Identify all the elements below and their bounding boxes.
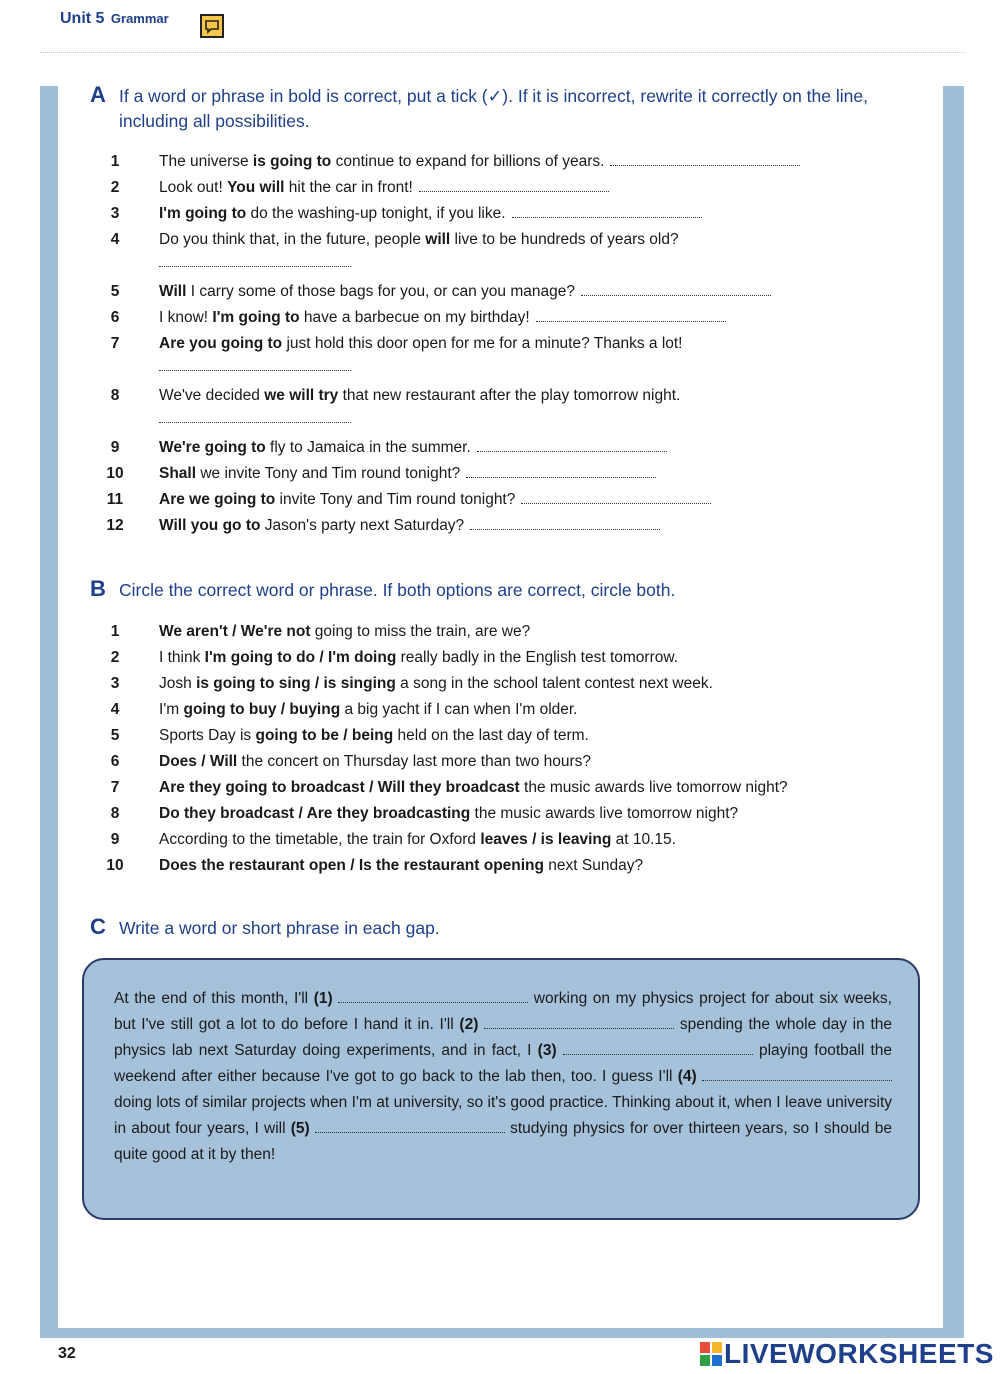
- item-number: 11: [106, 491, 124, 508]
- paragraph-text: doing lots of similar projects when I'm at university, so it's good practice. Thinking about it, when I leave university in about four years, I will: [114, 1094, 892, 1137]
- item-sentence: [159, 723, 589, 749]
- liveworksheets-logo-icon: [700, 1342, 722, 1366]
- item-text-after: the music awards live tomorrow night?: [519, 779, 788, 796]
- item-bold-phrase: Are we going to: [159, 491, 276, 508]
- item-text-before: Look out!: [159, 179, 228, 196]
- item-number: 10: [106, 465, 124, 482]
- item-sentence: [159, 513, 660, 539]
- item-number: 12: [106, 517, 124, 534]
- gap-fill-box: [82, 958, 920, 1220]
- gap-number: (2): [459, 1016, 479, 1033]
- item-number: 7: [110, 335, 120, 352]
- section-c-letter: C: [90, 914, 106, 939]
- answer-line[interactable]: [419, 177, 609, 192]
- item-text-after: that new restaurant after the play tomorrow night.: [338, 387, 681, 404]
- exercise-item: [100, 305, 920, 331]
- item-sentence: [159, 487, 711, 513]
- exercise-item: [100, 645, 920, 671]
- item-number: 5: [110, 283, 120, 300]
- exercise-item: [100, 513, 920, 539]
- exercise-item: [100, 331, 920, 383]
- item-sentence: [159, 149, 800, 175]
- item-text-after: next Sunday?: [544, 857, 644, 874]
- item-bold-phrase: Shall: [159, 465, 197, 482]
- paragraph-text: playing football the weekend after either because I've got to go back to the lab then, too. I guess I'll: [114, 1042, 892, 1085]
- item-sentence: [159, 775, 788, 801]
- answer-line[interactable]: [536, 307, 726, 322]
- section-label: Grammar: [110, 11, 169, 26]
- item-number: 3: [110, 205, 120, 222]
- item-sentence: [159, 305, 726, 331]
- item-bold-phrase: Will you go to: [159, 517, 261, 534]
- answer-line[interactable]: [159, 422, 351, 423]
- answer-line[interactable]: [512, 203, 702, 218]
- item-bold-phrase[interactable]: Are they going to broadcast / Will they broadcast: [159, 779, 520, 796]
- answer-line[interactable]: [466, 463, 656, 478]
- exercise-item: [100, 619, 920, 645]
- exercise-item: [100, 383, 920, 435]
- gap-answer-line[interactable]: [484, 1014, 674, 1029]
- item-sentence: [159, 853, 643, 879]
- item-bold-phrase: You will: [227, 179, 285, 196]
- exercise-item: [100, 149, 920, 175]
- item-number: 9: [110, 439, 120, 456]
- exercise-item: [100, 435, 920, 461]
- item-text-after: a big yacht if I can when I'm older.: [340, 701, 578, 718]
- answer-line[interactable]: [159, 266, 351, 267]
- item-bold-phrase[interactable]: going to be / being: [255, 727, 394, 744]
- item-text-after: a song in the school talent contest next week.: [395, 675, 713, 692]
- item-text-after: the music awards live tomorrow night?: [470, 805, 739, 822]
- answer-line[interactable]: [159, 370, 351, 371]
- section-b-letter: B: [90, 576, 106, 601]
- exercise-item: [100, 175, 920, 201]
- exercise-item: [100, 723, 920, 749]
- item-bold-phrase: I'm going to: [159, 205, 247, 222]
- exercise-item: [100, 697, 920, 723]
- item-text-after: I carry some of those bags for you, or can you manage?: [186, 283, 575, 300]
- unit-heading: [60, 10, 169, 28]
- section-c-instruction: Write a word or short phrase in each gap.: [119, 918, 440, 938]
- item-text-after: invite Tony and Tim round tonight?: [275, 491, 516, 508]
- item-sentence: [159, 383, 680, 409]
- unit-label: Unit 5: [60, 10, 105, 27]
- item-bold-phrase: Are you going to: [159, 335, 283, 352]
- paragraph-text: working on my physics project for about six weeks, but I've still got a lot to do before I hand it in. I'll: [114, 990, 892, 1033]
- item-bold-phrase[interactable]: leaves / is leaving: [480, 831, 612, 848]
- gap-number: (1): [313, 990, 333, 1007]
- item-number: 4: [110, 701, 120, 718]
- answer-line[interactable]: [470, 515, 660, 530]
- section-a-instruction: If a word or phrase in bold is correct, put a tick (✓). If it is incorrect, rewrite it correctly on the line, including all possibilities.: [119, 86, 868, 131]
- item-bold-phrase: Will: [159, 283, 187, 300]
- item-text-after: continue to expand for billions of years.: [331, 153, 605, 170]
- item-text-before: We've decided: [159, 387, 265, 404]
- section-a-title: [90, 84, 890, 134]
- item-number: 6: [110, 309, 120, 326]
- gap-answer-line[interactable]: [563, 1040, 753, 1055]
- item-number: 10: [106, 857, 124, 874]
- gap-answer-line[interactable]: [702, 1066, 892, 1081]
- item-text-before: I'm: [159, 701, 184, 718]
- section-a-letter: A: [90, 82, 106, 107]
- gap-answer-line[interactable]: [315, 1118, 505, 1133]
- item-number: 3: [110, 675, 120, 692]
- item-text-after: going to miss the train, are we?: [310, 623, 531, 640]
- section-c-title: [90, 916, 890, 941]
- item-text-before: According to the timetable, the train for Oxford: [159, 831, 481, 848]
- page-number: 32: [58, 1345, 76, 1362]
- liveworksheets-brand: LIVEWORKSHEETS: [724, 1338, 994, 1369]
- item-bold-phrase: I'm going to: [212, 309, 300, 326]
- item-bold-phrase[interactable]: We aren't / We're not: [159, 623, 311, 640]
- item-bold-phrase: is going to: [252, 153, 332, 170]
- section-a-list: [100, 149, 920, 539]
- item-text-before: Do you think that, in the future, people: [159, 231, 426, 248]
- item-text-after: held on the last day of term.: [393, 727, 589, 744]
- item-text-before: Josh: [159, 675, 197, 692]
- item-sentence: [159, 671, 713, 697]
- item-bold-phrase: will: [425, 231, 451, 248]
- item-bold-phrase: we will try: [264, 387, 339, 404]
- item-text-before: The universe: [159, 153, 253, 170]
- item-sentence: [159, 697, 578, 723]
- item-bold-phrase[interactable]: going to buy / buying: [183, 701, 341, 718]
- item-bold-phrase[interactable]: Do they broadcast / Are they broadcasting: [159, 805, 471, 822]
- item-text-before: I know!: [159, 309, 213, 326]
- item-number: 2: [110, 649, 120, 666]
- paragraph-text: studying physics for over thirteen years, so I should be quite good at it by then!: [114, 1120, 892, 1163]
- item-bold-phrase[interactable]: I'm going to do / I'm doing: [204, 649, 397, 666]
- item-text-after: fly to Jamaica in the summer.: [265, 439, 471, 456]
- exercise-item: [100, 201, 920, 227]
- answer-line[interactable]: [610, 151, 800, 166]
- item-bold-phrase[interactable]: Does / Will: [159, 753, 238, 770]
- exercise-item: [100, 853, 920, 879]
- item-number: 1: [110, 153, 120, 170]
- section-b-instruction: Circle the correct word or phrase. If both options are correct, circle both.: [119, 580, 676, 600]
- section-b-title: [90, 578, 890, 603]
- item-text-after: hit the car in front!: [284, 179, 413, 196]
- item-text-after: do the washing-up tonight, if you like.: [246, 205, 506, 222]
- item-text-after: just hold this door open for me for a minute? Thanks a lot!: [282, 335, 683, 352]
- exercise-item: [100, 279, 920, 305]
- item-number: 5: [110, 727, 120, 744]
- item-sentence: [159, 331, 683, 357]
- item-sentence: [159, 801, 738, 827]
- item-sentence: [159, 645, 678, 671]
- exercise-item: [100, 461, 920, 487]
- item-text-after: at 10.15.: [611, 831, 676, 848]
- item-text-after: live to be hundreds of years old?: [450, 231, 679, 248]
- item-sentence: [159, 435, 667, 461]
- item-number: 9: [110, 831, 120, 848]
- item-text-after: we invite Tony and Tim round tonight?: [196, 465, 461, 482]
- gap-answer-line[interactable]: [338, 988, 528, 1003]
- item-number: 8: [110, 387, 120, 404]
- speech-bubble-icon: [200, 14, 224, 38]
- item-sentence: [159, 201, 702, 227]
- item-text-after: Jason's party next Saturday?: [260, 517, 465, 534]
- item-sentence: [159, 227, 679, 253]
- item-number: 7: [110, 779, 120, 796]
- exercise-item: [100, 827, 920, 853]
- gap-number: (5): [290, 1120, 310, 1137]
- exercise-item: [100, 749, 920, 775]
- item-sentence: [159, 827, 676, 853]
- paragraph-text: spending the whole day in the physics lab next Saturday doing experiments, and in fact, I: [114, 1016, 893, 1059]
- item-text-before: I think: [159, 649, 205, 666]
- item-sentence: [159, 749, 591, 775]
- item-number: 8: [110, 805, 120, 822]
- item-number: 1: [110, 623, 120, 640]
- exercise-item: [100, 487, 920, 513]
- item-bold-phrase[interactable]: Does the restaurant open / Is the restaurant opening: [159, 857, 544, 874]
- item-number: 6: [110, 753, 120, 770]
- item-number: 2: [110, 179, 120, 196]
- section-b-list: [100, 619, 920, 879]
- paragraph-text: At the end of this month, I'll: [114, 990, 314, 1007]
- item-sentence: [159, 619, 530, 645]
- exercise-item: [100, 671, 920, 697]
- exercise-item: [100, 227, 920, 279]
- item-sentence: [159, 175, 609, 201]
- answer-line[interactable]: [521, 489, 711, 504]
- item-text-after: have a barbecue on my birthday!: [299, 309, 530, 326]
- gap-fill-paragraph: [114, 986, 892, 1168]
- item-text-after: the concert on Thursday last more than two hours?: [237, 753, 592, 770]
- item-sentence: [159, 279, 771, 305]
- answer-line[interactable]: [477, 437, 667, 452]
- item-text-before: Sports Day is: [159, 727, 256, 744]
- item-text-after: really badly in the English test tomorrow.: [396, 649, 679, 666]
- liveworksheets-logo[interactable]: [700, 1338, 994, 1370]
- answer-line[interactable]: [581, 281, 771, 296]
- exercise-item: [100, 801, 920, 827]
- item-number: 4: [110, 231, 120, 248]
- exercise-item: [100, 775, 920, 801]
- item-sentence: [159, 461, 656, 487]
- item-bold-phrase[interactable]: is going to sing / is singing: [196, 675, 396, 692]
- item-bold-phrase: We're going to: [159, 439, 266, 456]
- gap-number: (4): [677, 1068, 697, 1085]
- gap-number: (3): [537, 1042, 557, 1059]
